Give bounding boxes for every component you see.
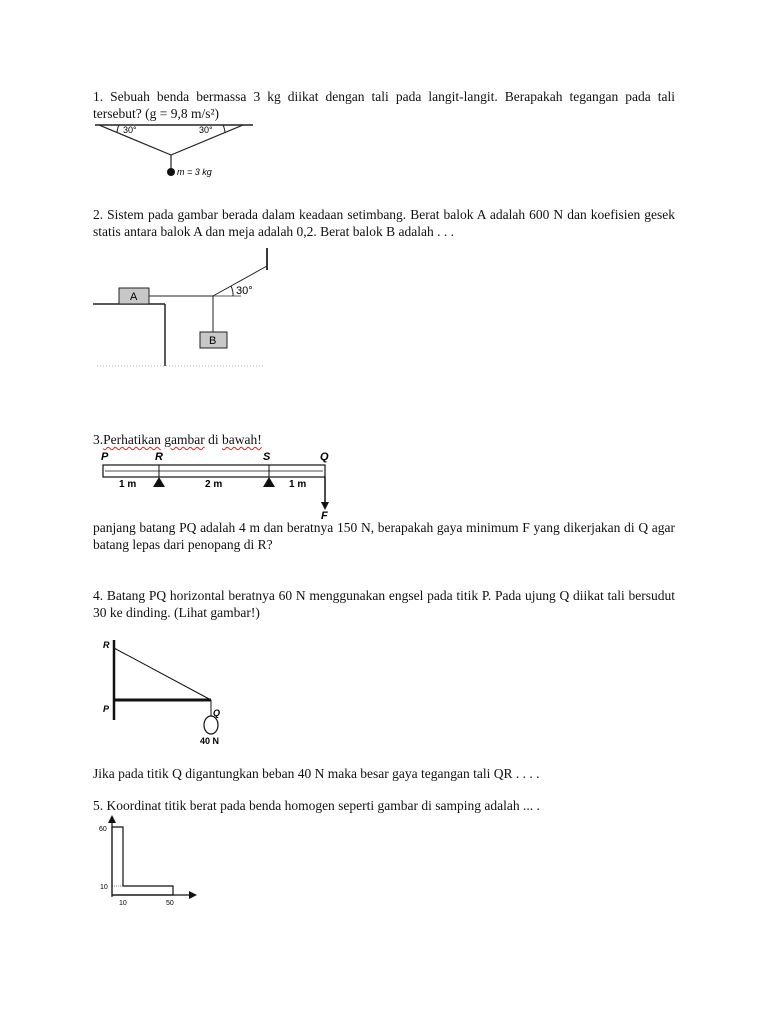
block-b-label: B — [209, 335, 217, 347]
question-2-text: 2. Sistem pada gambar berada dalam keadaan setimbang. Berat balok A adalah 600 N dan koefisien gesek statis antara balok A dan meja adalah 0,2. Berat balok B adalah . . . — [93, 207, 675, 239]
question-1-figure — [93, 123, 263, 183]
angle-left-label: 30° — [123, 125, 137, 135]
point-r: R — [155, 451, 163, 463]
mass-ball — [167, 168, 175, 176]
mass-label: m = 3 kg — [177, 167, 212, 177]
angle-right-label: 30° — [199, 125, 213, 135]
segment-pr: 1 m — [119, 479, 137, 490]
y-tick-10: 10 — [100, 884, 108, 891]
l-shape-object — [112, 827, 173, 895]
load-weight — [204, 716, 218, 734]
question-3-title: 3.Perhatikan gambar di bawah! — [93, 432, 262, 447]
block-a-label: A — [130, 291, 138, 303]
question-3-figure — [93, 448, 343, 520]
point-q: Q — [320, 451, 329, 463]
label-p: P — [103, 704, 110, 714]
question-4-figure — [93, 634, 233, 750]
label-q: Q — [213, 708, 221, 718]
point-s: S — [263, 451, 271, 463]
rope-qr — [114, 648, 211, 700]
segment-rs: 2 m — [205, 479, 223, 490]
question-4-text-after: Jika pada titik Q digantungkan beban 40 N maka besar gaya tegangan tali QR . . . . — [93, 766, 540, 781]
angle-label: 30° — [236, 285, 253, 297]
support-r — [153, 477, 165, 487]
x-tick-50: 50 — [166, 900, 174, 907]
question-3-text: panjang batang PQ adalah 4 m dan beratnya 150 N, berapakah gaya minimum F yang dikerjakan di Q agar batang lepas dari penopang di R? — [93, 520, 675, 552]
label-r: R — [103, 640, 110, 650]
segment-sq: 1 m — [289, 479, 307, 490]
force-label: F — [321, 510, 328, 520]
question-1-text: 1. Sebuah benda bermassa 3 kg diikat dengan tali pada langit-langit. Berapakah tegangan pada tali tersebut? (g = 9,8 m/s²) — [93, 89, 675, 121]
point-p: P — [101, 451, 109, 463]
support-s — [263, 477, 275, 487]
question-5-figure — [93, 815, 203, 910]
question-4-text: 4. Batang PQ horizontal beratnya 60 N menggunakan engsel pada titik P. Pada ujung Q diikat tali bersudut 30 ke dinding. (Lihat gambar!) — [93, 588, 675, 620]
x-tick-10: 10 — [119, 900, 127, 907]
question-5-text: 5. Koordinat titik berat pada benda homogen seperti gambar di samping adalah ... . — [93, 798, 540, 813]
question-2-figure — [93, 248, 283, 370]
y-tick-60: 60 — [99, 826, 107, 833]
load-label: 40 N — [200, 736, 220, 746]
